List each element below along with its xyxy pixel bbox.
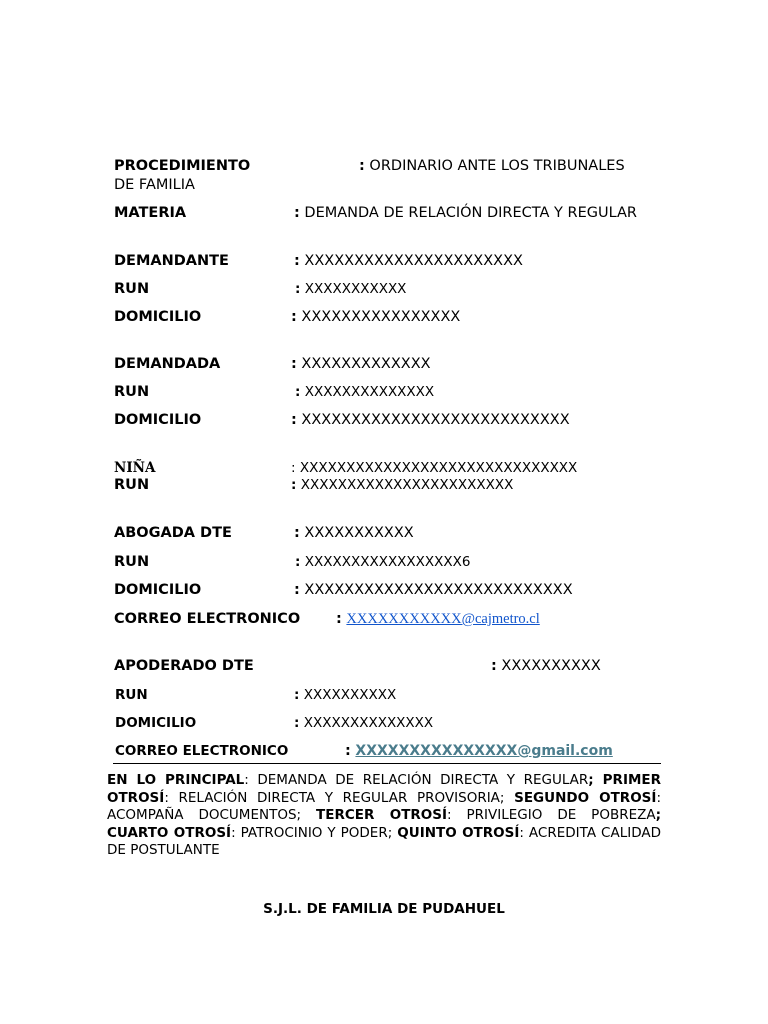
apoderado-correo-separator: : [345,743,351,759]
abogada-correo-value-line [336,610,540,628]
abogada-correo-separator: : [336,611,342,627]
demandante-domicilio-value-line [291,308,460,326]
nina-run-label: RUN [114,477,150,493]
abogada-run-label: RUN [114,554,150,570]
demandante-value-line [294,252,523,270]
procedimiento-value-line [359,157,625,175]
abogada-domicilio-value: XXXXXXXXXXXXXXXXXXXXXXXXXXX [304,582,573,598]
nina-value: XXXXXXXXXXXXXXXXXXXXXXXXXXXXXX [299,460,578,476]
demandada-run-value-line [295,383,434,401]
nina-label: NIÑA [114,460,156,476]
apoderado-domicilio-label: DOMICILIO [115,715,197,731]
nina-run-value-line [291,476,513,494]
procedimiento-value-continuation: DE FAMILIA [114,177,195,193]
materia-label: MATERIA [114,205,187,221]
apoderado-label: APODERADO DTE [114,658,254,674]
demandante-separator: : [294,253,300,269]
court-heading: S.J.L. DE FAMILIA DE PUDAHUEL [263,901,505,917]
primer-otrosi-label: ; PRIMER OTROSÍ [107,772,662,806]
demandante-run-separator: : [295,281,301,297]
apoderado-value-line [491,657,601,675]
demandante-domicilio-value: XXXXXXXXXXXXXXXX [301,309,461,325]
quinto-otrosi-text: : ACREDITA CALIDAD DE POSTULANTE [107,824,661,859]
abogada-domicilio-separator: : [294,582,300,598]
procedimiento-label: PROCEDIMIENTO [114,158,251,174]
demandada-run-value: XXXXXXXXXXXXXX [304,384,435,400]
abogada-value-line [294,524,414,542]
materia-value-line [294,204,637,222]
demandada-value: XXXXXXXXXXXXX [301,356,431,372]
divider-line [113,763,661,764]
tercer-otrosi-text: : PRIVILEGIO DE POBREZA [447,807,656,824]
demandada-domicilio-value-line [291,411,570,429]
demandante-run-value-line [295,280,406,298]
principal-label: EN LO PRINCIPAL [107,772,245,788]
apoderado-separator: : [491,658,497,674]
procedimiento-value: ORDINARIO ANTE LOS TRIBUNALES [369,158,625,174]
segundo-otrosi-text: : ACOMPAÑA DOCUMENTOS; [107,789,661,824]
abogada-run-separator: : [295,554,301,570]
abogada-separator: : [294,525,300,541]
abogada-run-value-line [295,553,471,571]
apoderado-email-link[interactable]: XXXXXXXXXXXXXXX@gmail.com [355,743,613,759]
procedimiento-separator: : [359,158,365,174]
apoderado-run-value: XXXXXXXXXX [303,687,397,703]
materia-separator: : [294,205,300,221]
primer-otrosi-text: : RELACIÓN DIRECTA Y REGULAR PROVISORIA; [164,789,515,806]
apoderado-value: XXXXXXXXXX [501,658,601,674]
apoderado-domicilio-value: XXXXXXXXXXXXXX [303,715,434,731]
demandada-value-line [291,355,431,373]
abogada-run-value: XXXXXXXXXXXXXXXXX6 [304,554,471,570]
abogada-label: ABOGADA DTE [114,525,232,541]
apoderado-run-value-line [294,686,396,704]
nina-run-value: XXXXXXXXXXXXXXXXXXXXXXX [300,477,514,493]
demandante-run-value: XXXXXXXXXXX [304,281,407,297]
demandante-run-label: RUN [114,281,150,297]
demandada-domicilio-value: XXXXXXXXXXXXXXXXXXXXXXXXXXX [301,412,570,428]
apoderado-domicilio-value-line [294,714,433,732]
tercer-otrosi-label: TERCER OTROSÍ [316,807,448,824]
demandada-separator: : [291,356,297,372]
apoderado-run-separator: : [294,687,300,703]
demandada-domicilio-label: DOMICILIO [114,412,202,428]
nina-value-line [291,459,577,477]
cuarto-otrosi-label: ; CUARTO OTROSÍ [107,807,662,841]
apoderado-correo-label: CORREO ELECTRONICO [115,743,289,759]
demandante-domicilio-separator: : [291,309,297,325]
abogada-domicilio-label: DOMICILIO [114,582,202,598]
demandada-label: DEMANDADA [114,356,221,372]
demandada-run-separator: : [295,384,301,400]
cuarto-otrosi-text: : PATROCINIO Y PODER; [231,824,398,841]
principal-text: : DEMANDA DE RELACIÓN DIRECTA Y REGULAR [244,772,589,788]
nina-run-separator: : [291,477,297,493]
apoderado-domicilio-separator: : [294,715,300,731]
demandante-label: DEMANDANTE [114,253,229,269]
demandante-domicilio-label: DOMICILIO [114,309,202,325]
apoderado-run-label: RUN [115,687,148,703]
demandada-run-label: RUN [114,384,150,400]
summary-paragraph [107,772,661,860]
segundo-otrosi-label: SEGUNDO OTROSÍ [514,789,657,806]
apoderado-correo-value-line [345,742,613,760]
demandada-domicilio-separator: : [291,412,297,428]
materia-value: DEMANDA DE RELACIÓN DIRECTA Y REGULAR [304,205,638,221]
nina-separator: : [291,460,296,476]
quinto-otrosi-label: QUINTO OTROSÍ [397,824,520,841]
demandante-value: XXXXXXXXXXXXXXXXXXXXXX [304,253,523,269]
abogada-value: XXXXXXXXXXX [304,525,414,541]
abogada-correo-label: CORREO ELECTRONICO [114,611,301,627]
abogada-email-link[interactable]: XXXXXXXXXXX@cajmetro.cl [346,611,540,627]
abogada-domicilio-value-line [294,581,573,599]
